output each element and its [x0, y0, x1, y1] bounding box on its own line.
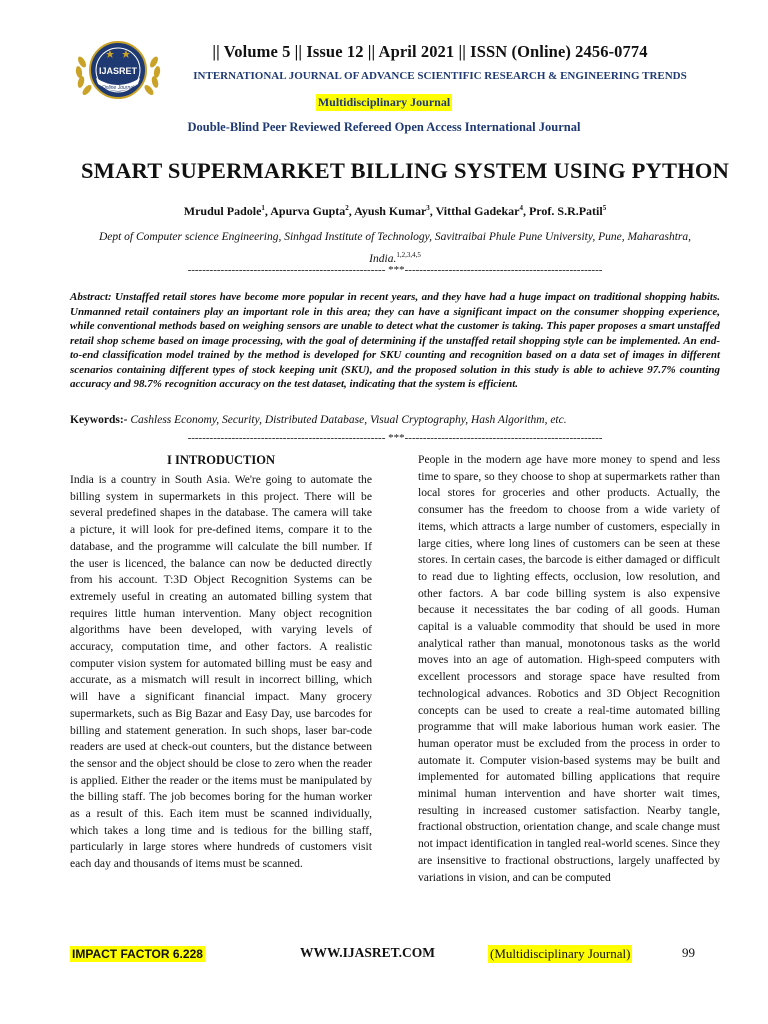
paper-title: SMART SUPERMARKET BILLING SYSTEM USING PYTHON	[80, 158, 730, 183]
abstract: Abstract: Unstaffed retail stores have become more popular in recent years, and they have had a huge impact on traditional shopping habits. Unmanned retail containers play an important role in this area; they can have a significant impact on the consumer shopping experience, while conventional methods based on weighing sensors are unable to detect what the customer is taking. This paper proposes a smart unstaffed retail shop scheme based on image processing, with the goal of determining if the unstaffed retail shopping style can be implemented. An end-to-end classification model trained by the method is developed for SKU counting and recognition based on a data set of images in different scenarios containing different types of stock keeping unit (SKU), and the proposed solution in this study is able to achieve 97.7% counting accuracy and 98.7% recognition accuracy on the test dataset, indicating that the system is efficient.	[70, 291, 720, 390]
impact-factor: IMPACT FACTOR 6.228	[72, 947, 203, 961]
affiliation-text: Dept of Computer science Engineering, Sinhgad Institute of Technology, Savitraibai Phule Pune University, Pune, Maharashtra, India.	[98, 231, 692, 265]
keywords-list: Cashless Economy, Security, Distributed Database, Visual Cryptography, Hash Algorithm, etc.	[127, 414, 567, 426]
page-number: 99	[682, 945, 695, 960]
body-paragraph: People in the modern age have more money to spend and less time to spare, so they choose to shop at supermarkets rather than local stores for groceries and other products. Actually, the consumer has the freedom to choose from a wide variety of items, which attracts a large number of customers, especially in large cities, where long lines of customers can be seen at these stores. In certain cases, the barcode is either damaged or difficult to read due to lighting effects, occlusion, low resolution, and other factors. A bar code billing system is also expensive because it necessitates the bar coding of all goods. Human capital is a valuable commodity that should be used in more analytical rather than manual, monotonous tasks as the world moves into an age of automation. High-speed computers with excellent processors and storage space have resulted from technological advances. Robotics and 3D Object Recognition concepts can be used to create a real-time automated billing programme that will make laborious human work easier. The human operator must be excluded from the process in order to automate it. Computer vision-based systems may be built and implemented for automated billing applications that require minimal human intervention and have shorter wait times, resulting in increased customer satisfaction. Nearby tangle, fractional obstruction, orientation change, and scale change must not impact identification in tangled real-world scenes. Since they are insensitive to fractional obstructions, largely unaffected by variations in vision, and can be computed	[418, 453, 720, 884]
journal-name: INTERNATIONAL JOURNAL OF ADVANCE SCIENTIFIC RESEARCH & ENGINEERING TRENDS	[193, 70, 687, 82]
author-affiliation	[95, 228, 695, 268]
logo-subtext: Online Journal	[101, 85, 135, 91]
keywords	[70, 413, 720, 427]
author-name: Vitthal Gadekar	[435, 204, 520, 218]
logo-text: IJASRET	[98, 66, 138, 76]
journal-volume-line: || Volume 5 || Issue 12 || April 2021 || ISSN (Online) 2456-0774	[212, 42, 648, 61]
journal-website-link[interactable]: WWW.IJASRET.COM	[300, 945, 436, 960]
page-footer	[0, 944, 768, 968]
separator-bottom: ------------------------------------------------------ ***------------------------------------------------------	[187, 432, 603, 444]
journal-type-wrap	[0, 93, 768, 111]
keywords-label: Keywords:-	[70, 414, 128, 426]
left-column	[70, 452, 372, 873]
body-paragraph: India is a country in South Asia. We're going to automate the billing system in supermarkets in this project. There will be several predefined shapes in the database. The camera will take a picture, it will look for pre-defined items, compare it to the database, and the programme will calculate the bill number. If the user is licenced, the balance can now be deducted directly from his account. T:3D Object Recognition Systems can be extremely useful in creating an automated billing system that requires little human intervention. Many object recognition algorithms have been developed, with varying levels of accuracy, computation time, and other factors. A realistic computer vision system for automated billing must be easy and accurate, as a mismatch will result in incorrect billing, which will have a significant financial impact. Many grocery supermarkets, such as Big Bazar and Easy Day, use barcodes for billing and statement generation. In such shops, laser bar-code readers are used at check-out counters, but the distance between the sensor and the object should be close to zero when the reader is applied. Either the reader or the items must be manipulated by the billing staff. The job becomes boring for the human worker as a result of this. Each item must be scanned individually, which takes a long time and is tedious for the billing staff, particularly in large stores where hundreds of customers visit each day and thousands of items must be scanned.	[70, 473, 372, 871]
footer-journal-type: (Multidisciplinary Journal)	[490, 946, 631, 961]
author-name: Prof. S.R.Patil	[528, 204, 603, 218]
author-name: Ayush Kumar	[354, 204, 427, 218]
author-name: Apurva Gupta	[270, 204, 346, 218]
right-column	[418, 452, 720, 886]
section-heading: I INTRODUCTION	[166, 453, 275, 467]
author-list: Mrudul Padole$^1$, Apurva Gupta$^2$, Ayush Kumar$^3$, Vitthal Gadekar$^4$, Prof. S.R.Patil$^5$	[183, 204, 607, 218]
journal-type: Multidisciplinary Journal	[317, 95, 451, 109]
author-name: Mrudul Padole	[183, 204, 262, 218]
affiliation-sup: 1,2,3,4,5	[396, 251, 421, 259]
journal-review-type: Double-Blind Peer Reviewed Refereed Open Access International Journal	[187, 120, 581, 134]
separator-top: ------------------------------------------------------ ***------------------------------------------------------	[187, 264, 603, 276]
